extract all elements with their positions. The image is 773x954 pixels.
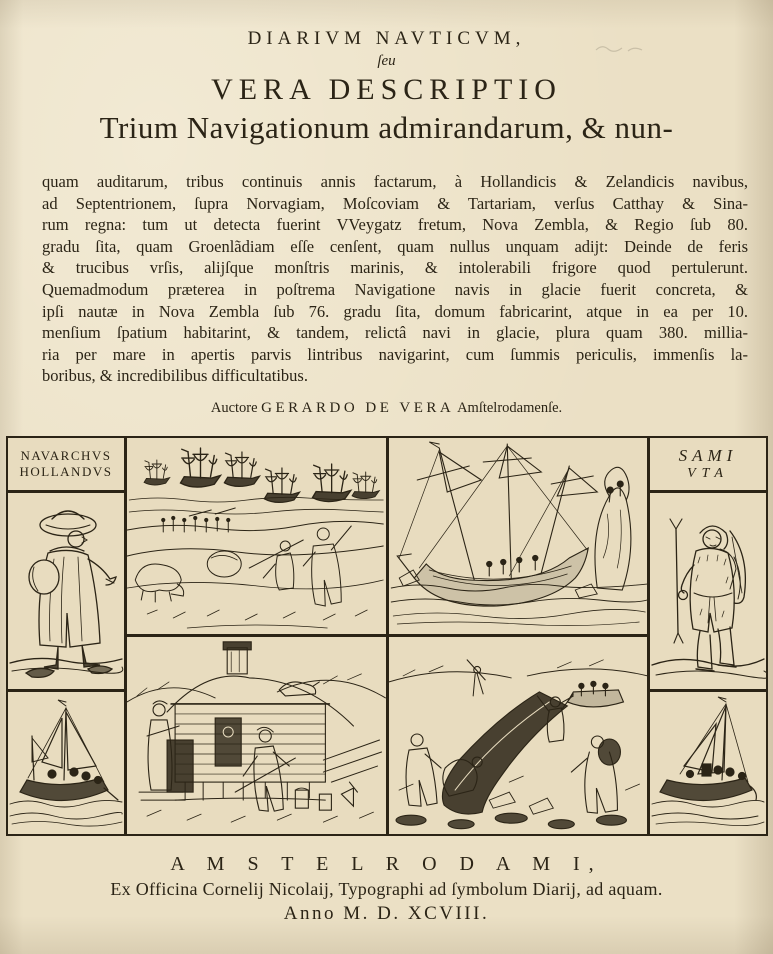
left-label-line2: HOLLANDVS <box>19 463 113 479</box>
engraving-middle-right-column <box>389 438 648 834</box>
right-label-line2: VTA <box>687 465 729 481</box>
title-trium-navigationum: Trium Navigationum admirandarum, & nun- <box>99 109 674 145</box>
sailboat-illustration <box>650 692 766 834</box>
title-engraving <box>6 436 768 836</box>
paragraph-line: rum regna: tum ut detecta fuerint VVeygatz fretum, Nova Zembla, & Regio ſub 80. <box>42 215 748 235</box>
paragraph-line: & trucibus vrſis, alijſque monſtris marinis, & intolerabili frigore quod pertulerunt. <box>42 258 748 278</box>
paragraph-line: quam auditarum, tribus continuis annis factarum, à Hollandicis & Zelandicis navibus, <box>42 172 748 192</box>
wintering-house-illustration <box>127 637 386 834</box>
samoyed-hunter-illustration <box>650 493 766 689</box>
panel-fleet-and-bear-hunt <box>127 438 386 634</box>
description-paragraph <box>42 171 748 387</box>
paragraph-line: menſium ſpatium habitarint, & tandem, relictâ navi in glacie, plura quam 380. millia- <box>42 323 748 343</box>
engraving-right-column <box>650 438 766 834</box>
imprint-publisher: Ex Officina Cornelij Nicolaij, Typographi ad ſymbolum Diarij, ad aquam. <box>110 878 663 899</box>
engraving-left-column <box>8 438 124 834</box>
byline-prefix: Auctore <box>210 399 258 416</box>
paragraph-line: ipſi nautæ in Nova Zembla ſub 76. gradu ſita, domum fabricarint, atque in ea per 10. <box>42 301 748 321</box>
pencil-annotation <box>592 38 652 63</box>
title-seu: ſeu <box>377 52 396 69</box>
author-byline <box>0 400 773 417</box>
paragraph-line: ad Septentrionem, ſupra Norvagiam, Moſcoviam & Tartariam, verſus Catthay & Sina- <box>42 193 748 213</box>
panel-dutch-navarch <box>8 493 124 689</box>
paragraph-line: boribus, & incredibilibus difficultatibus. <box>42 366 308 386</box>
panel-ship-in-ice <box>389 438 648 634</box>
dutch-captain-illustration <box>8 493 124 689</box>
panel-hauling-boats <box>389 637 648 834</box>
panel-samoyed-hunter <box>650 493 766 689</box>
left-label-box <box>8 438 124 490</box>
right-label-line1: SAMI <box>678 445 738 465</box>
panel-wintering-house <box>127 637 386 834</box>
panel-right-boat <box>650 692 766 834</box>
title-vera-descriptio: VERA DESCRIPTIO <box>211 72 562 106</box>
imprint-year: Anno M. D. XCVIII. <box>283 902 490 924</box>
left-label-line1: NAVARCHVS <box>20 447 112 463</box>
imprint-city: A M S T E L R O D A M I, <box>170 852 603 875</box>
engraving-middle-left-column <box>127 438 386 834</box>
sailboat-illustration <box>8 692 124 834</box>
author-name: GERARDO DE VERA <box>261 399 455 416</box>
book-title: DIARIVM NAVTICVM, <box>247 28 526 49</box>
byline-suffix: Amſtelrodamenſe. <box>457 399 563 416</box>
panel-left-boat <box>8 692 124 834</box>
ship-crushed-in-ice-illustration <box>389 438 648 634</box>
paragraph-line: gradu ſita, quam Groenlãdiam eſſe cenſent, quam nullus unquam adijt: Deinde de feris <box>42 236 748 256</box>
paragraph-line: Quemadmodum præterea in poſtrema Navigatione navis in glacie fuerit concreta, & <box>42 280 748 299</box>
right-label-box <box>650 438 766 490</box>
paragraph-line: ria per mare in apertis parvis lintribus navigarint, cum ſummis periculis, immenſis la- <box>42 344 748 364</box>
hauling-boats-over-ice-illustration <box>389 637 648 834</box>
fleet-at-sea-illustration <box>127 438 386 634</box>
